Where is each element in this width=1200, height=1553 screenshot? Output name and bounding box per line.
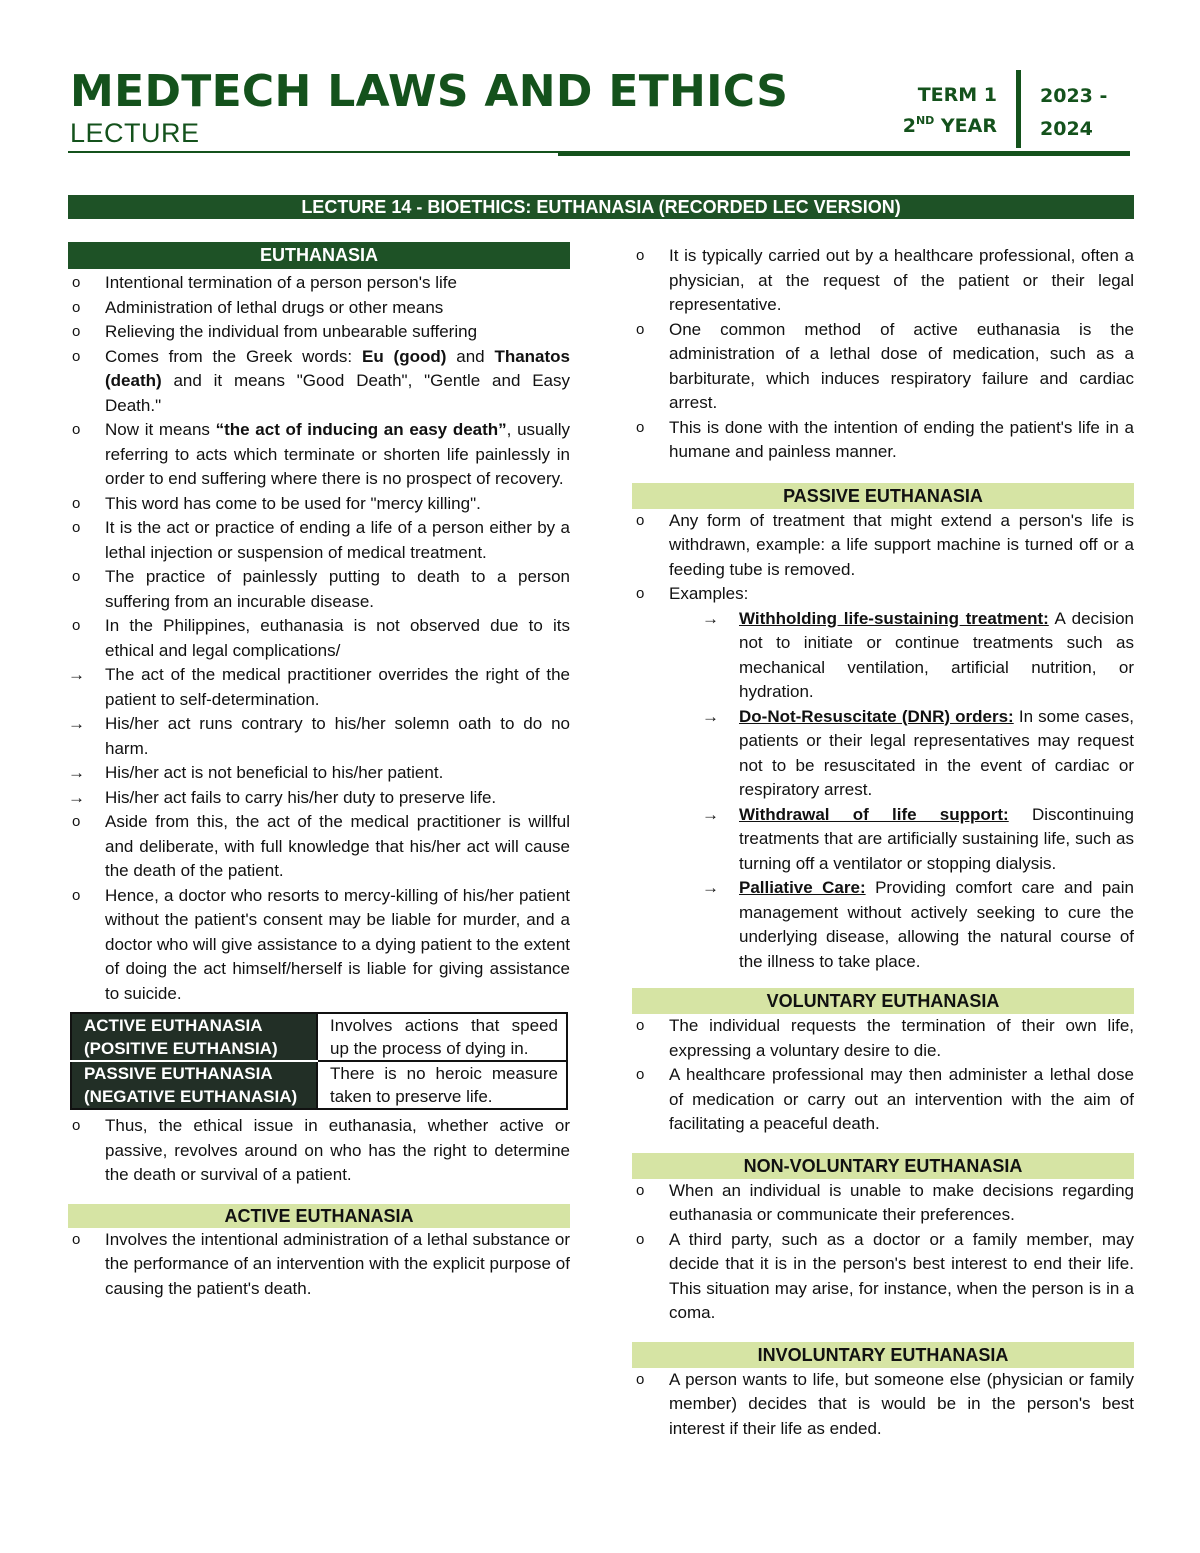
lecture-title-banner: LECTURE 14 - BIOETHICS: EUTHANASIA (RECORDED LEC VERSION) <box>68 195 1134 219</box>
header-rule-thick <box>558 151 1130 156</box>
nonvoluntary-list <box>632 1179 1134 1326</box>
table-value-cell: There is no heroic measure taken to preserve life. <box>317 1061 567 1109</box>
sub-list-item: → Palliative Care: Providing comfort care and pain management without actively seeking to cure the underlying disease, allowing the natural course of the illness to take place. <box>702 876 1134 974</box>
list-item: o Administration of lethal drugs or other means <box>68 296 570 321</box>
table-key-cell: PASSIVE EUTHANASIA (NEGATIVE EUTHANASIA) <box>71 1061 317 1109</box>
list-item: o The individual requests the termination of their own life, expressing a voluntary desire to die. <box>632 1014 1134 1063</box>
list-item: o Any form of treatment that might extend a person's life is withdrawn, example: a life support machine is turned off or a feeding tube is removed. <box>632 509 1134 583</box>
list-item: o Examples: → Withholding life-sustaining treatment: A decision not to initiate or continue treatments such as mechanical ventilation, artificial nutrition, or hydration. → Do-Not-Resuscitate (DNR) orders: In some cases, patients or their legal representatives may request not to be resuscitated in the event of cardiac or respiratory arrest. → Withdrawal of life support: Discontinuing treatments that are artificially sustaining life, such as turning off a ventilator or stopping dialysis. → Palliative Care: Providing comfort care and pain management without actively seeking to cure the underlying disease, allowing the natural course of the illness to take place. <box>632 582 1134 974</box>
list-item: o A person wants to life, but someone else (physician or family member) decides that is would be in the person's best interest if their life as ended. <box>632 1368 1134 1442</box>
after-table-list <box>68 1114 570 1188</box>
philippines-sublist <box>68 663 570 810</box>
list-item: o The practice of painlessly putting to death to a person suffering from an incurable disease. <box>68 565 570 614</box>
sub-list-item: → His/her act is not beneficial to his/her patient. <box>68 761 570 786</box>
sub-list-item: → The act of the medical practitioner overrides the right of the patient to self-determination. <box>68 663 570 712</box>
list-item: o This is done with the intention of ending the patient's life in a humane and painless manner. <box>632 416 1134 465</box>
section-heading-involuntary: INVOLUNTARY EUTHANASIA <box>632 1342 1134 1368</box>
list-item: o Now it means “the act of inducing an easy death”, usually referring to acts which terminate or shorten life painlessly in order to end suffering where there is no prospect of recovery. <box>68 418 570 492</box>
header-divider <box>1016 70 1021 148</box>
term-info <box>892 80 997 142</box>
list-item: o Comes from the Greek words: Eu (good) and Thanatos (death) and it means "Good Death", "Gentle and Easy Death." <box>68 345 570 419</box>
list-item: o Relieving the individual from unbearable suffering <box>68 320 570 345</box>
list-item: o It is typically carried out by a healthcare professional, often a physician, at the request of the patient or their legal representative. <box>632 244 1134 318</box>
document-subtitle: LECTURE <box>70 118 200 148</box>
sub-list-item: → Do-Not-Resuscitate (DNR) orders: In some cases, patients or their legal representatives may request not to be resuscitated in the event of cardiac or respiratory arrest. <box>702 705 1134 803</box>
document-title: MEDTECH LAWS AND ETHICS <box>70 66 789 117</box>
list-item: o Intentional termination of a person person's life <box>68 271 570 296</box>
sub-list-item: → Withholding life-sustaining treatment: A decision not to initiate or continue treatments such as mechanical ventilation, artificial nutrition, or hydration. <box>702 607 1134 705</box>
active-list <box>68 1228 570 1302</box>
list-item: o In the Philippines, euthanasia is not observed due to its ethical and legal complications/ → The act of the medical practitioner overrides the right of the patient to self-determination. → His/her act runs contrary to his/her solemn oath to do no harm. → His/her act is not beneficial to his/her patient. → His/her act fails to carry his/her duty to preserve life. <box>68 614 570 810</box>
list-item: o Aside from this, the act of the medical practitioner is willful and deliberate, with full knowledge that his/her act will cause the death of the patient. <box>68 810 570 884</box>
passive-list <box>632 509 1134 975</box>
list-item: o This word has come to be used for "mercy killing". <box>68 492 570 517</box>
year-label: 2ND YEAR <box>902 114 997 137</box>
table-row <box>71 1013 567 1061</box>
passive-examples-sublist <box>702 607 1134 975</box>
school-year-start: 2023 - <box>1040 85 1108 107</box>
sub-list-item: → His/her act fails to carry his/her duty to preserve life. <box>68 786 570 811</box>
section-heading-voluntary: VOLUNTARY EUTHANASIA <box>632 988 1134 1014</box>
euthanasia-list <box>68 271 570 1006</box>
table-key-cell: ACTIVE EUTHANASIA (POSITIVE EUTHANSIA) <box>71 1013 317 1061</box>
section-heading-active: ACTIVE EUTHANASIA <box>68 1204 570 1228</box>
header-rule-thin <box>68 151 558 153</box>
list-item: o Involves the intentional administration of a lethal substance or the performance of an intervention with the explicit purpose of causing the patient's death. <box>68 1228 570 1302</box>
school-year-end: 2024 <box>1040 118 1093 140</box>
term-label: TERM 1 <box>917 84 997 106</box>
euthanasia-types-table <box>70 1012 568 1110</box>
list-item: o Thus, the ethical issue in euthanasia, whether active or passive, revolves around on who has the right to determine the death or survival of a patient. <box>68 1114 570 1188</box>
voluntary-list <box>632 1014 1134 1137</box>
table-value-cell: Involves actions that speed up the process of dying in. <box>317 1013 567 1061</box>
right-column <box>632 244 1134 1441</box>
section-heading-euthanasia: EUTHANASIA <box>68 242 570 269</box>
left-column <box>68 242 570 1301</box>
involuntary-list <box>632 1368 1134 1442</box>
list-item: o Hence, a doctor who resorts to mercy-killing of his/her patient without the patient's consent may be liable for murder, and a doctor who will give assistance to a dying patient to the extent of doing the act himself/herself is liable for giving assistance to suicide. <box>68 884 570 1007</box>
list-item: o It is the act or practice of ending a life of a person either by a lethal injection or suspension of medical treatment. <box>68 516 570 565</box>
active-continued-list <box>632 244 1134 465</box>
sub-list-item: → His/her act runs contrary to his/her solemn oath to do no harm. <box>68 712 570 761</box>
section-heading-nonvoluntary: NON-VOLUNTARY EUTHANASIA <box>632 1153 1134 1179</box>
school-year <box>1040 80 1107 146</box>
sub-list-item: → Withdrawal of life support: Discontinuing treatments that are artificially sustaining life, such as turning off a ventilator or stopping dialysis. <box>702 803 1134 877</box>
list-item: o When an individual is unable to make decisions regarding euthanasia or communicate their preferences. <box>632 1179 1134 1228</box>
section-heading-passive: PASSIVE EUTHANASIA <box>632 483 1134 509</box>
list-item: o A healthcare professional may then administer a lethal dose of medication or carry out an intervention with the aim of facilitating a peaceful death. <box>632 1063 1134 1137</box>
list-item: o One common method of active euthanasia is the administration of a lethal dose of medication, such as a barbiturate, which induces respiratory failure and cardiac arrest. <box>632 318 1134 416</box>
list-item: o A third party, such as a doctor or a family member, may decide that it is in the person's best interest to end their life. This situation may arise, for instance, when the person is in a coma. <box>632 1228 1134 1326</box>
table-row <box>71 1061 567 1109</box>
